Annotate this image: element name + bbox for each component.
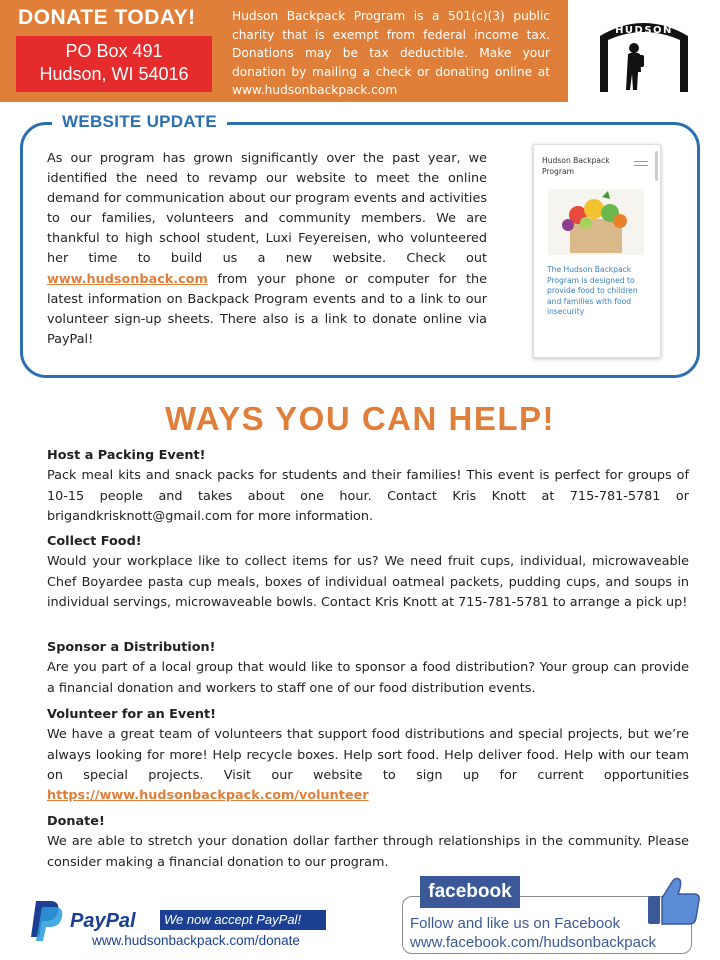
facebook-badge: facebook: [420, 876, 520, 908]
donate-title: DONATE TODAY!: [18, 6, 196, 29]
paypal-donate-url[interactable]: www.hudsonbackpack.com/donate: [92, 933, 300, 948]
help-section-packing: [47, 446, 689, 527]
section-body: Pack meal kits and snack packs for students and their families! This event is perfect for groups of 10-15 people and takes about one hour. Contact Kris Knott at 715-781-5781 or brigandkrisknott@gmail.com for more information.: [47, 468, 689, 524]
logo-text: HUDSON: [615, 25, 673, 36]
hamburger-menu-icon: [634, 161, 648, 169]
website-update-title-wrap: [52, 111, 227, 133]
volunteer-link[interactable]: https://www.hudsonbackpack.com/volunteer: [47, 788, 369, 804]
help-section-sponsor: [47, 638, 689, 699]
update-text-part2: from your phone or computer for the latest information on Backpack Program events and to a link to our volunteer sign-up sheets. There also is a link to donate online via PayPal!: [47, 271, 487, 347]
website-update-text: [47, 149, 487, 350]
thumbs-up-icon: [644, 874, 704, 926]
facebook-follow-line: Follow and like us on Facebook: [410, 915, 621, 932]
donate-banner: [0, 0, 568, 102]
phone-scrollbar: [655, 151, 658, 181]
facebook-url[interactable]: www.facebook.com/hudsonbackpack: [410, 934, 656, 951]
section-body: We are able to stretch your donation dollar farther through relationships in the community. Please consider making a financial donation to our program.: [47, 834, 689, 870]
volunteer-body-text: We have a great team of volunteers that support food distributions and special projects, but we’re always looking for more! Help recycle boxes. Help sort food. Help deliver food. Help with our team on special projects. Visit our website to sign up for current opportunities: [47, 727, 689, 783]
section-heading: Volunteer for an Event!: [47, 707, 216, 722]
phone-caption: The Hudson Backpack Program is designed to provide food to children and families with food insecurity: [547, 265, 638, 317]
section-body: [47, 725, 689, 806]
update-text-part1: As our program has grown significantly over the past year, we identified the need to revamp our website to meet the online demand for communication about our program events and activities to our families, volunteers and community members. We are thankful to high school student, Luxi Feyereisen, who volunteered her time to build us a new website. Check out: [47, 151, 487, 267]
help-section-collect-food: [47, 532, 689, 613]
paypal-wordmark: PayPal: [70, 910, 136, 932]
paypal-accept-badge: We now accept PayPal!: [160, 910, 326, 930]
section-heading: Sponsor a Distribution!: [47, 640, 216, 655]
website-link[interactable]: www.hudsonback.com: [47, 271, 208, 287]
ways-to-help-title: WAYS YOU CAN HELP!: [164, 400, 556, 437]
section-heading: Collect Food!: [47, 534, 142, 549]
phone-site-title: Hudson Backpack Program: [542, 156, 610, 176]
section-body: Are you part of a local group that would like to sponsor a food distribution? Your group can provide a financial donation and workers to staff one of our food distribution events.: [47, 660, 689, 696]
help-section-volunteer: [47, 705, 689, 806]
website-update-title: WEBSITE UPDATE: [62, 112, 218, 131]
facebook-text: [410, 914, 656, 952]
section-heading: Donate!: [47, 814, 105, 829]
po-box-line: PO Box 491: [65, 41, 163, 61]
section-body: Would your workplace like to collect items for us? We need fruit cups, individual, microwaveable Chef Boyardee pasta cup meals, boxes of individual oatmeal packets, pudding cups, and soups in individual servings, microwaveable bowls. Contact Kris Knott at 715-781-5781 to arrange a pick up!: [47, 554, 689, 610]
city-line: Hudson, WI 54016: [39, 64, 189, 84]
help-section-donate: [47, 812, 689, 873]
food-bag-image: [548, 189, 644, 255]
section-heading: Host a Packing Event!: [47, 448, 206, 463]
charity-statement: Hudson Backpack Program is a 501(c)(3) public charity that is exempt from federal income tax. Donations may be tax deductible. Make your donation by mailing a check or donating online at www.hudsonbackpack.com: [232, 9, 550, 98]
po-box-address: [16, 36, 212, 92]
website-phone-mockup: [533, 144, 661, 358]
hudson-logo: [594, 14, 694, 94]
